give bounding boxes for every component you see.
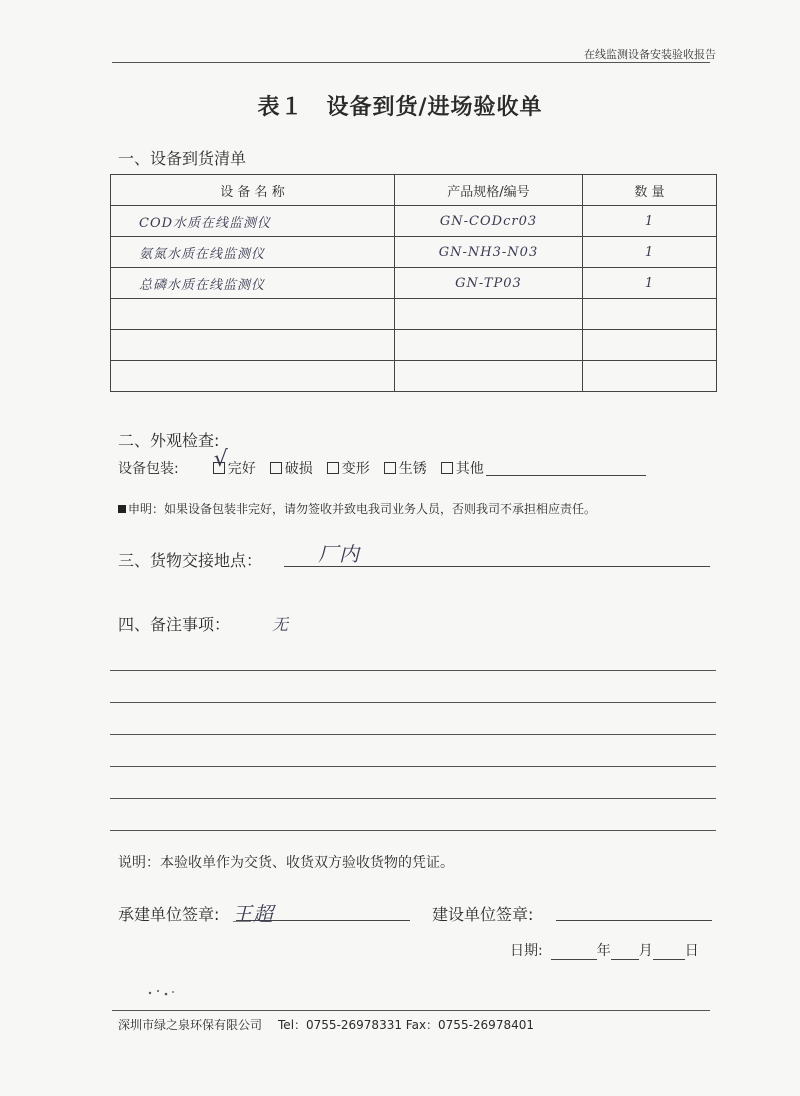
table-row [111,299,717,330]
check-mark-icon: √ [213,447,228,472]
row-qty: 1 [583,268,717,299]
col-header-spec: 产品规格/编号 [395,175,583,206]
arrival-list-table [110,174,717,392]
notice-text: 申明：如果设备包装非完好，请勿签收并致电我司业务人员，否则我司不承担相应责任。 [128,502,597,516]
month-unit: 月 [638,943,653,959]
checkbox-other[interactable] [441,462,453,474]
footer-rule [112,1010,710,1011]
option-deformed[interactable] [327,458,370,478]
remark-line[interactable] [110,670,716,671]
month-field[interactable] [611,945,639,960]
contractor-signature: 王超 [232,902,274,926]
date-row [510,940,699,960]
row-spec [395,361,583,392]
handover-location-value: 厂内 [318,542,360,566]
year-field[interactable] [551,945,597,960]
section4-heading: 四、备注事项： [118,615,231,634]
black-square-icon [118,505,126,513]
remarks-value: 无 [272,615,290,634]
explanation-text: 说明：本验收单作为交货、收货双方验收货物的凭证。 [118,855,454,871]
packaging-label: 设备包装: [118,461,179,477]
footer [118,1016,534,1033]
date-label: 日期: [510,943,543,959]
row-equipment-name: 氨氮水质在线监测仪 [111,237,395,268]
packaging-check-row [118,447,646,478]
row-qty [583,330,717,361]
checkbox-damaged[interactable] [270,462,282,474]
option-damaged[interactable] [270,458,313,478]
row-equipment-name: COD水质在线监测仪 [111,206,395,237]
report-header-name: 在线监测设备安装验收报告 [584,48,716,61]
section1-heading: 一、设备到货清单 [118,149,247,168]
row-spec: GN-CODcr03 [395,206,583,237]
row-equipment-name: 总磷水质在线监测仪 [111,268,395,299]
table-row [111,361,717,392]
option-other[interactable] [441,458,646,478]
day-field[interactable] [653,945,685,960]
table-row [111,330,717,361]
row-qty [583,361,717,392]
row-equipment-name [111,361,395,392]
row-spec: GN-TP03 [395,268,583,299]
row-spec [395,330,583,361]
header-rule [112,62,710,63]
table-header-row [111,175,717,206]
table-row [111,268,717,299]
remark-line[interactable] [110,798,716,799]
row-spec: GN-NH3-N03 [395,237,583,268]
footer-company: 深圳市绿之泉环保有限公司 [118,1018,263,1032]
remark-line[interactable] [110,766,716,767]
row-equipment-name [111,299,395,330]
option-label: 破损 [284,461,313,477]
other-fill-line[interactable] [486,461,646,476]
year-unit: 年 [596,943,611,959]
option-label: 完好 [227,461,256,477]
table-row [111,237,717,268]
day-unit: 日 [684,943,699,959]
option-rusted[interactable] [384,458,427,478]
contractor-sign-label: 承建单位签章: [118,905,220,924]
option-label: 其他 [455,461,484,477]
section2-heading: 二、外观检查: [118,431,220,450]
option-label: 变形 [341,461,370,477]
builder-sign-line[interactable] [556,920,712,921]
row-qty: 1 [583,206,717,237]
checkbox-intact[interactable] [213,447,228,474]
packaging-notice [118,500,596,517]
footer-contact: Tel：0755-26978331 Fax：0755-26978401 [278,1018,534,1032]
document-title: 表１ 设备到货/进场验收单 [257,95,543,120]
row-qty: 1 [583,237,717,268]
option-label: 生锈 [398,461,427,477]
table-row [111,206,717,237]
row-qty [583,299,717,330]
checkbox-deformed[interactable] [327,462,339,474]
checkbox-rusted[interactable] [384,462,396,474]
builder-sign-label: 建设单位签章: [432,905,534,924]
ink-smudge [146,988,176,998]
remark-line[interactable] [110,734,716,735]
col-header-qty: 数 量 [583,175,717,206]
remark-line[interactable] [110,702,716,703]
section3-heading: 三、货物交接地点： [118,551,263,570]
row-equipment-name [111,330,395,361]
remark-line[interactable] [110,830,716,831]
col-header-name: 设 备 名 称 [111,175,395,206]
option-intact[interactable] [213,447,256,478]
row-spec [395,299,583,330]
